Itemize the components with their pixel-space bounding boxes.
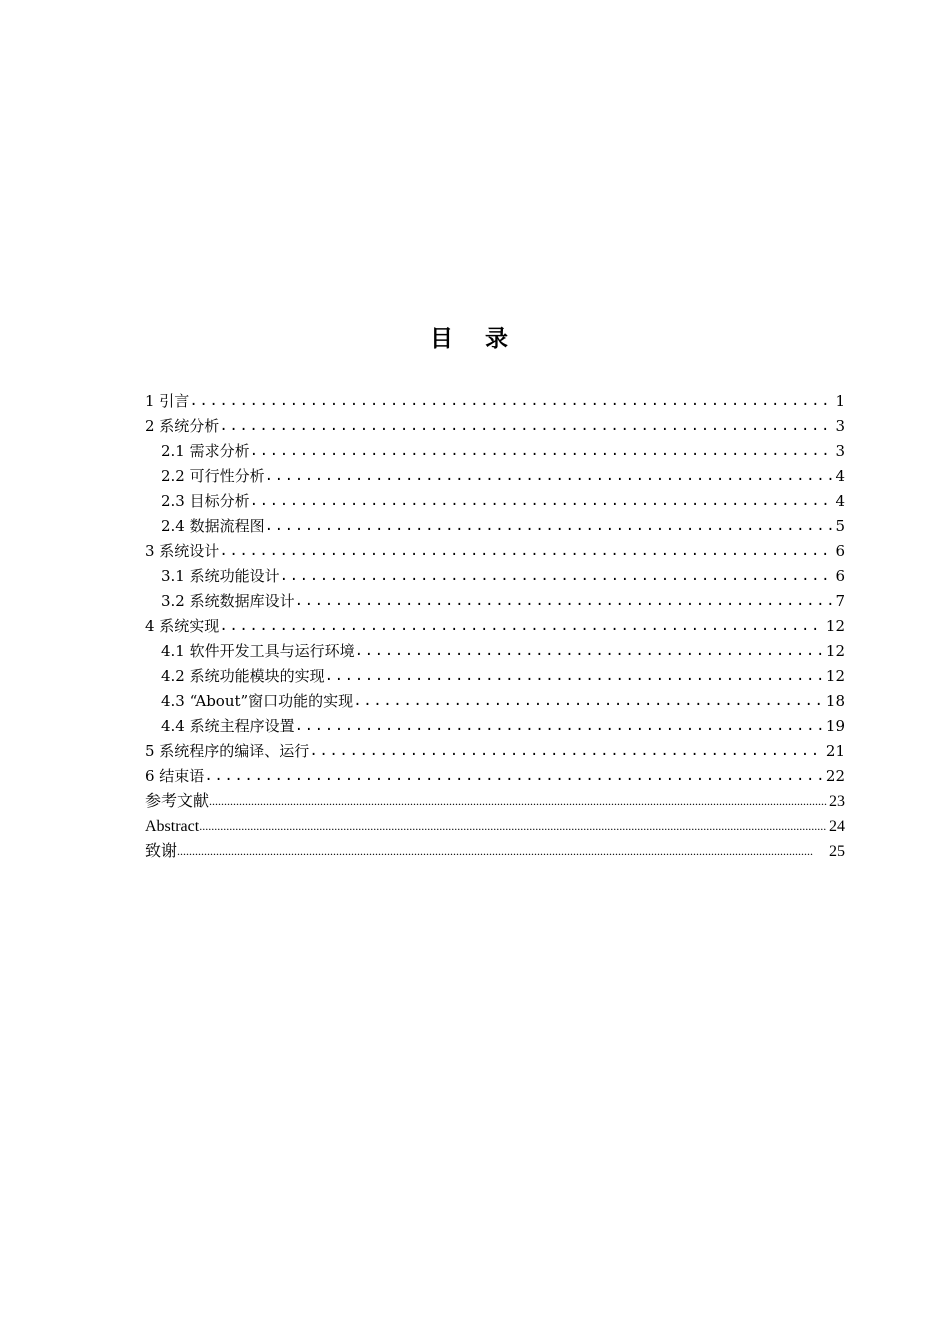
toc-entry-acknowledgements[interactable] xyxy=(145,839,845,864)
toc-entry-page: 12 xyxy=(825,642,845,660)
toc-entry-database-design[interactable] xyxy=(145,589,845,614)
toc-entry-label: 4.1 软件开发工具与运行环境 xyxy=(161,642,355,660)
toc-entry-label: 3 系统设计 xyxy=(145,542,220,560)
toc-entry-label: 2.2 可行性分析 xyxy=(161,467,265,485)
toc-entry-system-implementation[interactable] xyxy=(145,614,845,639)
toc-entry-conclusion[interactable] xyxy=(145,764,845,789)
dot-leader xyxy=(325,664,824,689)
dot-leader xyxy=(204,764,824,789)
toc-entry-about-window[interactable] xyxy=(145,689,845,714)
dot-leader xyxy=(280,564,834,589)
toc-entry-page: 12 xyxy=(825,667,845,685)
toc-entry-page: 4 xyxy=(835,492,845,510)
toc-entry-label: 2.1 需求分析 xyxy=(161,442,250,460)
dot-leader xyxy=(219,414,833,439)
toc-entry-page: 1 xyxy=(835,392,845,410)
toc-entry-label: 致谢 xyxy=(145,843,178,860)
dot-leader xyxy=(295,714,824,739)
toc-entry-label: Abstract xyxy=(145,818,200,835)
toc-entry-page: 24 xyxy=(829,818,845,835)
toc-entry-label: 2.4 数据流程图 xyxy=(161,517,265,535)
dot-leader xyxy=(265,514,834,539)
toc-entry-page: 6 xyxy=(835,542,845,560)
toc-entry-main-program[interactable] xyxy=(145,714,845,739)
toc-entry-label: 5 系统程序的编译、运行 xyxy=(145,742,310,760)
toc-entry-feasibility-analysis[interactable] xyxy=(145,464,845,489)
dot-leader xyxy=(250,439,834,464)
toc-entry-label: 4.4 系统主程序设置 xyxy=(161,717,295,735)
toc-entry-page: 3 xyxy=(835,442,845,460)
toc-entry-data-flow-diagram[interactable] xyxy=(145,514,845,539)
toc-entry-page: 5 xyxy=(835,517,845,535)
toc-entry-label: 4.2 系统功能模块的实现 xyxy=(161,667,325,685)
toc-entry-page: 4 xyxy=(835,467,845,485)
toc-entry-label: 4.3 “About”窗口功能的实现 xyxy=(161,692,354,710)
toc-entry-requirements-analysis[interactable] xyxy=(145,439,845,464)
toc-entry-module-implementation[interactable] xyxy=(145,664,845,689)
toc-entry-page: 18 xyxy=(825,692,845,710)
dot-leader xyxy=(219,614,824,639)
dot-leader xyxy=(265,464,834,489)
toc-entry-page: 6 xyxy=(835,567,845,585)
toc-entry-page: 3 xyxy=(835,417,845,435)
toc-entry-function-design[interactable] xyxy=(145,564,845,589)
toc-entry-introduction[interactable] xyxy=(145,389,845,414)
dot-leader xyxy=(250,489,834,514)
toc-entry-label: 参考文献 xyxy=(145,793,210,810)
toc-entry-page: 22 xyxy=(825,767,845,785)
toc-entry-label: 3.1 系统功能设计 xyxy=(161,567,280,585)
toc-title: 目 录 xyxy=(429,326,520,352)
dot-leader xyxy=(219,539,833,564)
toc-entry-page: 12 xyxy=(825,617,845,635)
dot-leader xyxy=(177,839,827,864)
toc-entry-label: 2 系统分析 xyxy=(145,417,220,435)
toc-entry-page: 25 xyxy=(829,843,845,860)
toc-entry-compile-run[interactable] xyxy=(145,739,845,764)
toc-entry-label: 6 结束语 xyxy=(145,767,205,785)
toc-entry-page: 21 xyxy=(825,742,845,760)
dot-leader xyxy=(199,814,827,839)
toc-entry-page: 19 xyxy=(825,717,845,735)
toc-entry-label: 2.3 目标分析 xyxy=(161,492,250,510)
toc-entry-page: 7 xyxy=(835,592,845,610)
toc-entry-system-analysis[interactable] xyxy=(145,414,845,439)
toc-entry-references[interactable] xyxy=(145,789,845,814)
dot-leader xyxy=(189,389,833,414)
toc-entry-system-design[interactable] xyxy=(145,539,845,564)
dot-leader xyxy=(309,739,824,764)
table-of-contents xyxy=(145,389,845,864)
toc-entry-abstract[interactable] xyxy=(145,814,845,839)
toc-entry-label: 1 引言 xyxy=(145,392,190,410)
toc-entry-dev-tools[interactable] xyxy=(145,639,845,664)
toc-entry-page: 23 xyxy=(829,793,845,810)
toc-entry-label: 4 系统实现 xyxy=(145,617,220,635)
dot-leader xyxy=(353,689,824,714)
dot-leader xyxy=(209,789,827,814)
toc-entry-goal-analysis[interactable] xyxy=(145,489,845,514)
toc-entry-label: 3.2 系统数据库设计 xyxy=(161,592,295,610)
dot-leader xyxy=(355,639,824,664)
dot-leader xyxy=(295,589,834,614)
